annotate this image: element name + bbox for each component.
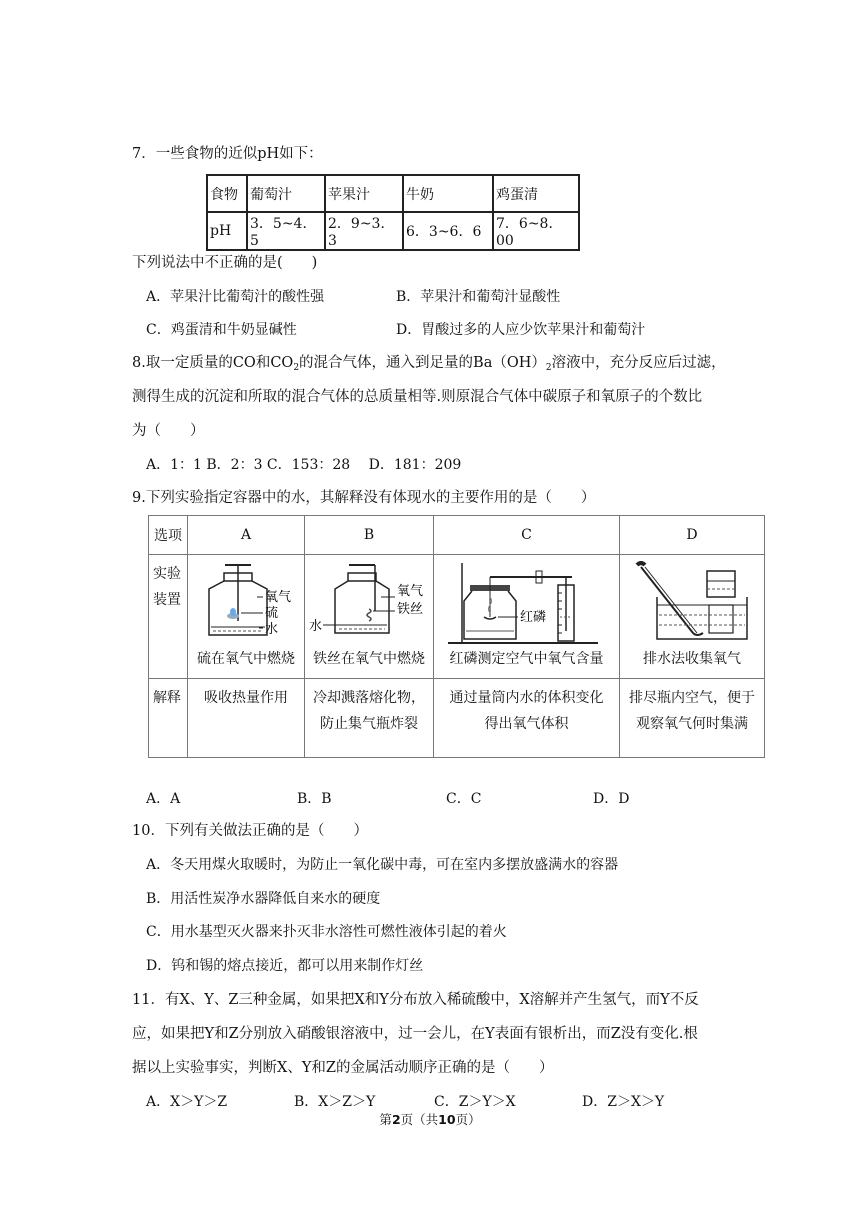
table-cell: A bbox=[188, 516, 305, 555]
table-cell: 选项 bbox=[149, 516, 188, 555]
row-label-explain: 解释 bbox=[149, 679, 188, 758]
subscript: 2 bbox=[293, 363, 300, 373]
ph-table-cell: 食物 bbox=[207, 175, 247, 212]
q11-line-1: 11．有X、Y、Z三种金属，如果把X和Y分布放入稀硫酸中，X溶解并产生氢气，而Y不反 bbox=[132, 992, 699, 1008]
footer-text: 页（共 bbox=[400, 1112, 439, 1127]
q10-option-b[interactable]: B．用活性炭净水器降低自来水的硬度 bbox=[146, 891, 381, 907]
q11-option-c[interactable]: C．Z＞Y＞X bbox=[434, 1094, 516, 1110]
q8-line-3: 为（ ） bbox=[132, 423, 205, 439]
total-pages: 10 bbox=[438, 1112, 456, 1127]
device-d-cell bbox=[620, 555, 765, 679]
ph-table-cell: 6．3~6．6 bbox=[403, 212, 493, 250]
q11-option-b[interactable]: B．X＞Z＞Y bbox=[294, 1094, 376, 1110]
q9-option-c[interactable]: C．C bbox=[446, 791, 482, 807]
explanation-a bbox=[188, 679, 305, 758]
q10-option-c[interactable]: C．用水基型灭火器来扑灭非水溶性可燃性液体引起的着火 bbox=[146, 924, 507, 940]
experiment-table-header-row bbox=[149, 516, 765, 555]
footer-text: 第 bbox=[379, 1112, 392, 1127]
iron-combustion-apparatus-diagram bbox=[309, 561, 429, 641]
explanation-b bbox=[305, 679, 434, 758]
device-b-cell bbox=[305, 555, 434, 679]
device-c-cell bbox=[434, 555, 620, 679]
red-phosphorus-apparatus-diagram bbox=[442, 561, 612, 647]
table-cell: B bbox=[305, 516, 434, 555]
ph-table-cell: 7．6~8．00 bbox=[493, 212, 579, 250]
experiment-explanation-row bbox=[149, 679, 765, 758]
explanation-line: 排尽瓶内空气，便于 bbox=[629, 690, 755, 706]
row-label-device bbox=[149, 555, 188, 679]
q10-option-d[interactable]: D．钨和锡的熔点接近，都可以用来制作灯丝 bbox=[146, 958, 424, 974]
explanation-c bbox=[434, 679, 620, 758]
ph-table-cell: 苹果汁 bbox=[325, 175, 403, 212]
q7-option-d[interactable]: D．胃酸过多的人应少饮苹果汁和葡萄汁 bbox=[396, 322, 646, 338]
explanation-line: 得出氧气体积 bbox=[484, 716, 569, 732]
q8-line-2: 测得生成的沉淀和所取的混合气体的总质量相等.则原混合气体中碳原子和氧原子的个数比 bbox=[132, 389, 703, 405]
q7-option-a[interactable]: A．苹果汁比葡萄汁的酸性强 bbox=[146, 289, 325, 305]
explanation-d bbox=[620, 679, 765, 758]
ph-table-cell: 葡萄汁 bbox=[247, 175, 325, 212]
water-displacement-apparatus-diagram bbox=[627, 561, 757, 645]
q11-option-a[interactable]: A．X＞Y＞Z bbox=[146, 1094, 228, 1110]
q8-text-part: 的混合气体，通入到足量的Ba（OH） bbox=[299, 355, 546, 371]
ph-table-cell: 2．9~3．3 bbox=[325, 212, 403, 250]
table-cell: D bbox=[620, 516, 765, 555]
label-oxygen-a: 氧气 bbox=[265, 590, 292, 605]
row-label-line: 实验 bbox=[153, 566, 181, 582]
label-water-a: 水 bbox=[265, 622, 279, 637]
label-oxygen-b: 氧气 bbox=[397, 584, 424, 599]
device-caption: 红磷测定空气中氧气含量 bbox=[449, 651, 604, 667]
experiment-device-row bbox=[149, 555, 765, 679]
q7-question: 下列说法中不正确的是( ) bbox=[132, 255, 318, 271]
device-caption: 排水法收集氧气 bbox=[643, 651, 741, 667]
subscript: 2 bbox=[545, 363, 552, 373]
q8-text-part: 溶液中，充分反应后过滤， bbox=[551, 355, 726, 371]
device-caption: 硫在氧气中燃烧 bbox=[197, 651, 295, 667]
q11-line-2: 应，如果把Y和Z分别放入硝酸银溶液中，过一会儿，在Y表面有银析出，而Z没有变化.根 bbox=[132, 1026, 698, 1042]
ph-table-cell: 3．5~4．5 bbox=[247, 212, 325, 250]
label-red-phosphorus-c: 红磷 bbox=[519, 610, 546, 625]
q7-option-b[interactable]: B．苹果汁和葡萄汁显酸性 bbox=[396, 289, 561, 305]
q9-option-b[interactable]: B．B bbox=[297, 791, 332, 807]
row-label-line: 装置 bbox=[153, 592, 181, 608]
ph-table-header-row bbox=[207, 175, 579, 212]
ph-table-value-row bbox=[207, 212, 579, 250]
q8-text-part: 8.取一定质量的CO和CO bbox=[132, 355, 294, 371]
device-caption: 铁丝在氧气中燃烧 bbox=[313, 651, 425, 667]
explanation-line: 观察氧气何时集满 bbox=[636, 716, 748, 732]
q9-stem: 9.下列实验指定容器中的水，其解释没有体现水的主要作用的是（ ） bbox=[132, 490, 596, 506]
q10-option-a[interactable]: A．冬天用煤火取暖时，为防止一氧化碳中毒，可在室内多摆放盛满水的容器 bbox=[146, 857, 619, 873]
explanation-line: 通过量筒内水的体积变化 bbox=[449, 690, 604, 706]
q11-option-d[interactable]: D．Z＞X＞Y bbox=[582, 1094, 665, 1110]
ph-table-cell: 鸡蛋清 bbox=[493, 175, 579, 212]
ph-table-cell: pH bbox=[207, 212, 247, 250]
label-iron-wire-b: 铁丝 bbox=[397, 602, 424, 617]
q11-line-3: 据以上实验事实，判断X、Y和Z的金属活动顺序正确的是（ ） bbox=[132, 1060, 554, 1076]
q10-stem: 10．下列有关做法正确的是（ ） bbox=[132, 823, 368, 839]
experiment-table bbox=[148, 515, 765, 758]
q8-line-1 bbox=[132, 353, 726, 378]
q8-options[interactable]: A．1：1 B．2：3 C．153：28 D．181：209 bbox=[146, 457, 462, 473]
explanation-line: 冷却溅落熔化物， bbox=[313, 690, 425, 706]
explanation-line: 防止集气瓶炸裂 bbox=[320, 716, 418, 732]
explanation-line: 吸收热量作用 bbox=[204, 690, 288, 706]
sulfur-combustion-apparatus-diagram bbox=[191, 561, 301, 641]
ph-table bbox=[206, 174, 580, 251]
ph-table-cell: 牛奶 bbox=[403, 175, 493, 212]
q7-option-c[interactable]: C．鸡蛋清和牛奶显碱性 bbox=[146, 322, 297, 338]
label-sulfur-a: 硫 bbox=[265, 606, 279, 621]
q9-option-a[interactable]: A．A bbox=[146, 791, 181, 807]
table-cell: C bbox=[434, 516, 620, 555]
footer-text: 页） bbox=[455, 1112, 481, 1127]
device-a-cell bbox=[188, 555, 305, 679]
label-water-b: 水 bbox=[309, 619, 323, 634]
q9-option-d[interactable]: D．D bbox=[593, 791, 630, 807]
page-number: 2 bbox=[391, 1112, 401, 1127]
page-footer bbox=[0, 1110, 860, 1128]
q7-stem: 7．一些食物的近似pH如下： bbox=[132, 146, 323, 162]
